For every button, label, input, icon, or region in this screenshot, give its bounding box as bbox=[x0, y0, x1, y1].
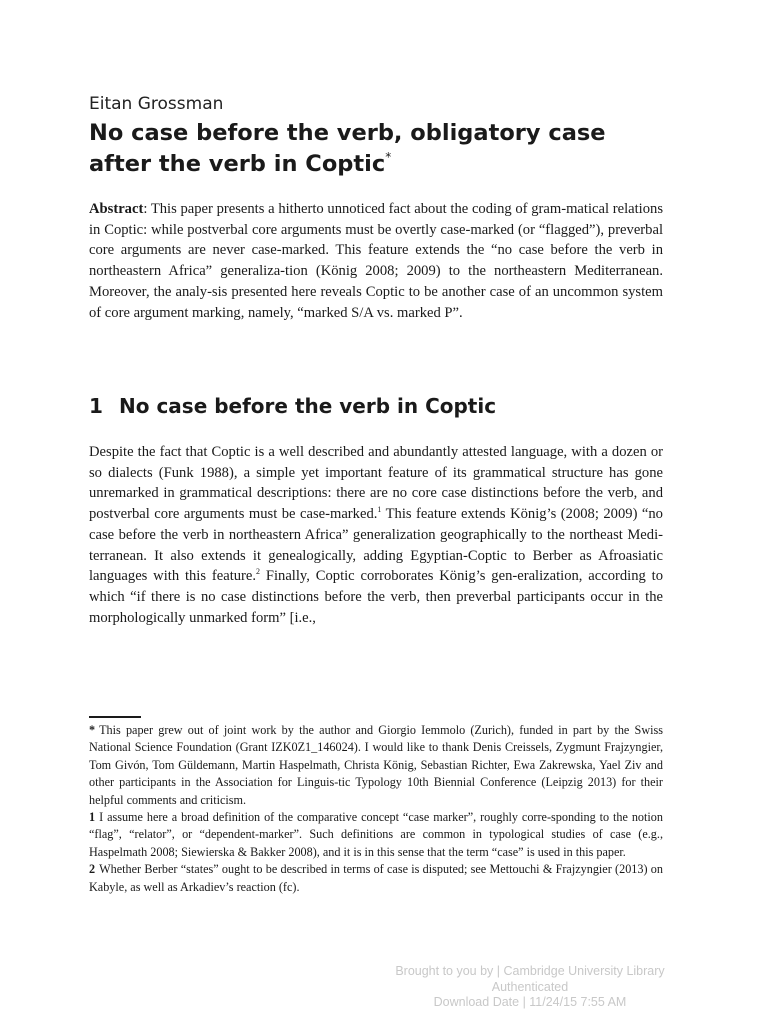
footnotes bbox=[89, 722, 663, 896]
abstract-label: Abstract bbox=[89, 201, 144, 217]
download-watermark bbox=[330, 964, 730, 1011]
title-line-2: after the verb in Coptic bbox=[89, 151, 386, 177]
watermark-line-2: Authenticated bbox=[491, 979, 569, 994]
author-name: Eitan Grossman bbox=[89, 94, 224, 114]
footnote-text: I assume here a broad definition of the comparative concept “case marker”, roughly corre-sponding to the notion “flag”, “relator”, or “dependent-marker”. Such definitions are common in typological studies of case (e.g., Haspelmath 2008; Siewierska & Bakker 2008), and it is in this sense that the term “case” is used in this paper. bbox=[89, 810, 663, 859]
footnote-ref-1[interactable]: 1 bbox=[377, 505, 382, 515]
footnote-mark: 2 bbox=[89, 862, 96, 877]
body-paragraph bbox=[89, 442, 663, 628]
section-heading bbox=[89, 394, 689, 418]
watermark-line-1: Brought to you by | Cambridge University Library bbox=[395, 964, 665, 978]
footnote-star bbox=[89, 722, 663, 809]
footnote-text: This paper grew out of joint work by the author and Giorgio Iemmolo (Zurich), funded in part by the Swiss National Science Foundation (Grant IZK0Z1_146024). I would like to thank Denis Creissels, Zygmunt Frajzyngier, Tom Givón, Tom Güldemann, Martin Haspelmath, Christa König, Sebastian Richter, Ewa Zakrewska, Yael Ziv and other participants in the Association for Linguis-tic Typology 10th Biennial Conference (Leipzig 2013) for their helpful comments and criticism. bbox=[89, 723, 663, 807]
footnote-text: Whether Berber “states” ought to be described in terms of case is disputed; see Mettouchi & Frajzyngier (2013) on Kabyle, as well as Arkadiev’s reaction (fc). bbox=[89, 862, 663, 894]
abstract-text: : This paper presents a hitherto unnoticed fact about the coding of gram-matical relations in Coptic: while postverbal core arguments must be overtly case-marked (or “flagged”), preverbal core arguments are never case-marked. This feature extends the “no case before the verb in northeastern Africa” generaliza-tion (König 2008; 2009) to the northeastern Mediterranean. Moreover, the analy-sis presented here reveals Coptic to be another case of an uncommon system of core argument marking, namely, “marked S/A vs. marked P”. bbox=[89, 201, 663, 321]
body-text-part-1: Despite the fact that Coptic is a well described and abundantly attested language, with a dozen or so dialects (Funk 1988), a simple yet important feature of its grammatical structure has gone unremarked in grammatical descriptions: there are no core case distinctions before the verb, and postverbal core arguments must be case-marked. bbox=[89, 444, 663, 523]
section-title: No case before the verb in Coptic bbox=[119, 394, 497, 418]
body-text-part-3: Finally, Coptic corroborates König’s gen-eralization, according to which “if there is no case distinctions before the verb, then preverbal participants occur in the morphologically unmarked form” [i.e., bbox=[89, 568, 664, 626]
paper-title bbox=[89, 118, 689, 180]
title-line-1: No case before the verb, obligatory case bbox=[89, 120, 606, 146]
footnote-mark: 1 bbox=[89, 810, 96, 825]
body-text-part-2: This feature extends König’s (2008; 2009) “no case before the verb in northeastern Africa” generalization geographically to the northeast Medi-terranean. It also extends it genealogically, adding Egyptian-Coptic to Berber as Afroasiatic languages with this feature. bbox=[89, 506, 663, 585]
abstract bbox=[89, 199, 663, 323]
footnote-1 bbox=[89, 809, 663, 861]
watermark-line-3: Download Date | 11/24/15 7:55 AM bbox=[433, 995, 627, 1009]
footnote-mark: * bbox=[89, 723, 96, 737]
footnote-2 bbox=[89, 861, 663, 896]
title-footnote-marker[interactable]: * bbox=[385, 150, 392, 164]
footnote-divider bbox=[89, 716, 141, 718]
section-number: 1 bbox=[89, 394, 103, 418]
footnote-ref-2[interactable]: 2 bbox=[256, 567, 261, 577]
